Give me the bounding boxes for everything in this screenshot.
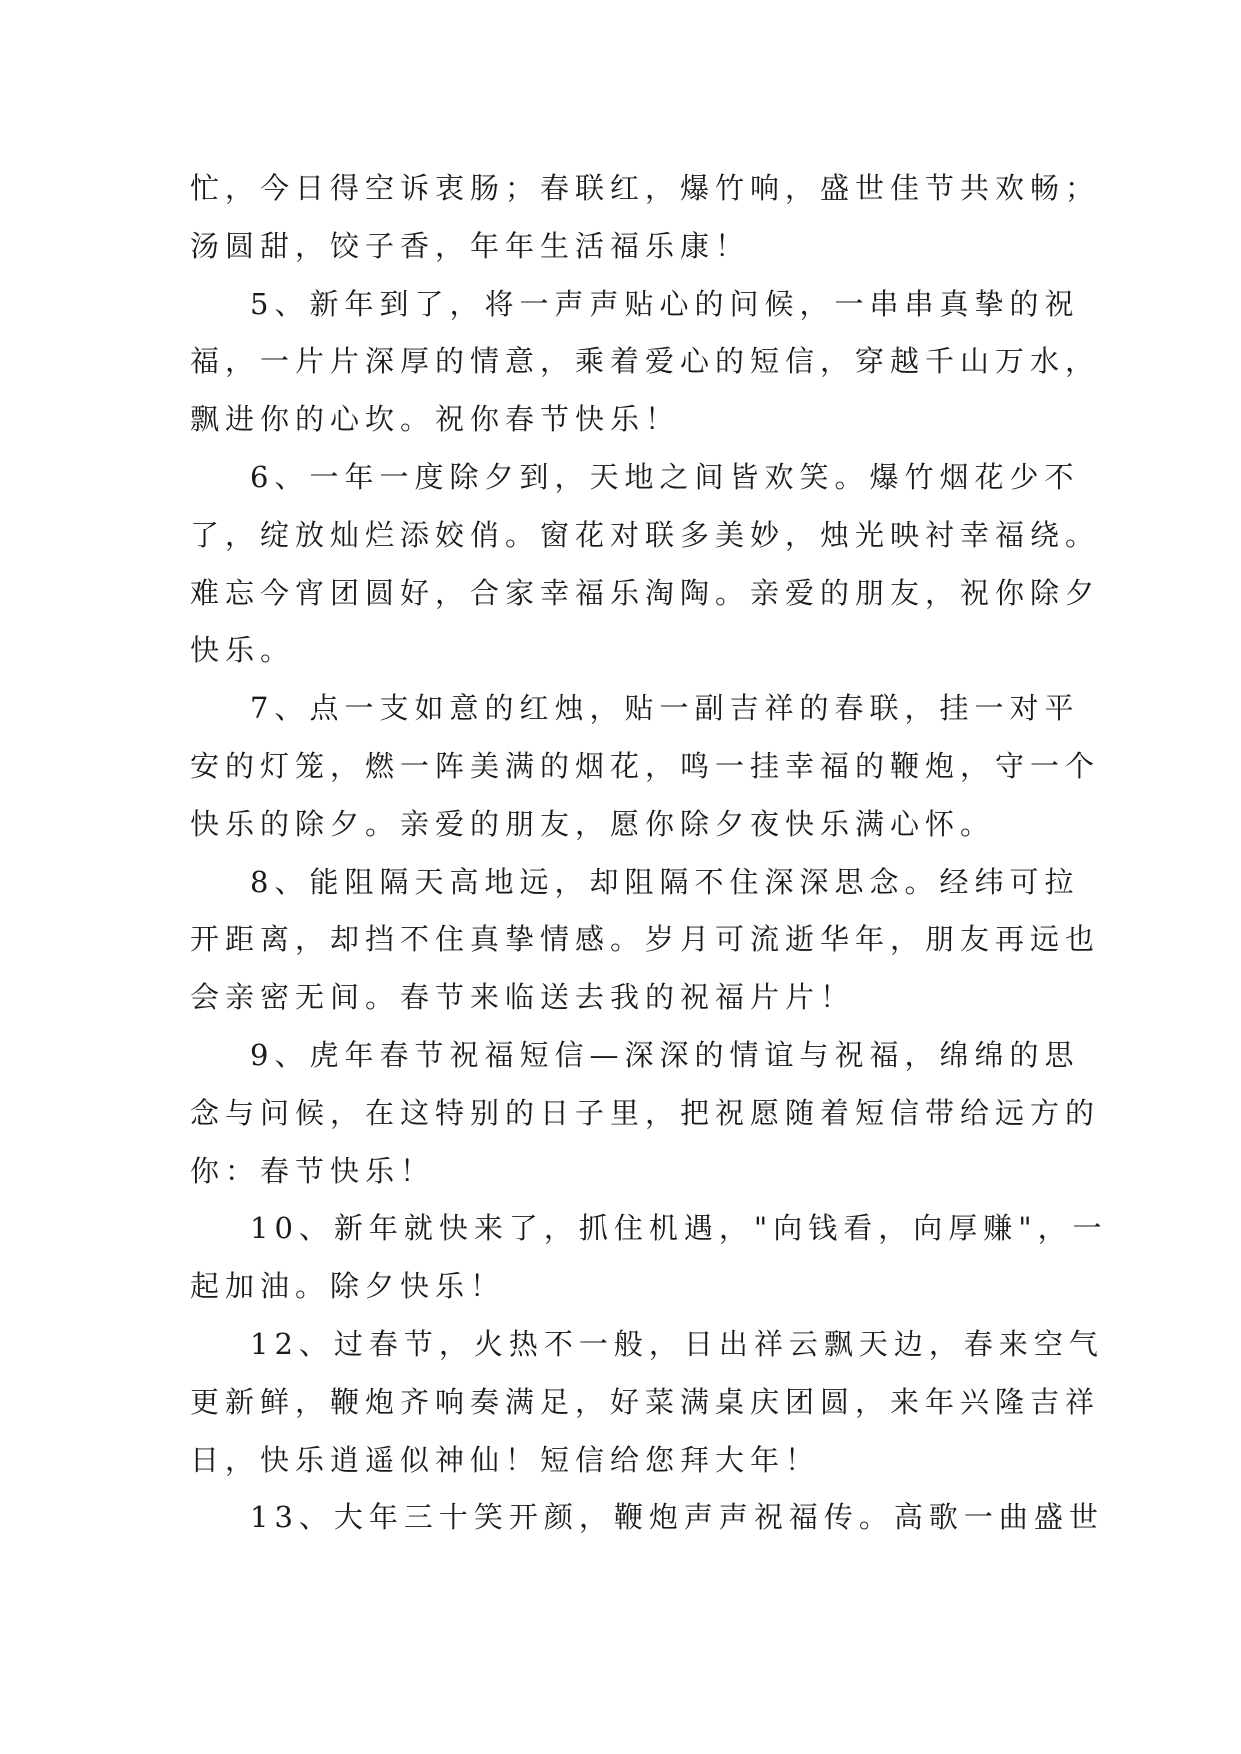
text-line: 念与问候，在这特别的日子里，把祝愿随着短信带给远方的 (190, 1095, 1101, 1130)
text-line-paragraph-start: 12、过春节，火热不一般，日出祥云飘天边，春来空气 (250, 1326, 1104, 1361)
text-line: 汤圆甜，饺子香，年年生活福乐康！ (190, 228, 751, 263)
text-line-paragraph-start: 5、新年到了，将一声声贴心的问候，一串串真挚的祝 (250, 286, 1080, 321)
text-line: 安的灯笼，燃一阵美满的烟花，鸣一挂幸福的鞭炮，守一个 (190, 748, 1101, 783)
text-line: 更新鲜，鞭炮齐响奏满足，好菜满桌庆团圆，来年兴隆吉祥 (190, 1384, 1101, 1419)
text-line-paragraph-start: 13、大年三十笑开颜，鞭炮声声祝福传。高歌一曲盛世 (250, 1500, 1104, 1535)
text-line: 你：春节快乐！ (190, 1153, 436, 1188)
text-line: 福，一片片深厚的情意，乘着爱心的短信，穿越千山万水， (190, 344, 1101, 379)
text-line-paragraph-start: 10、新年就快来了，抓住机遇，"向钱看，向厚赚"，一 (250, 1211, 1108, 1246)
document-body (190, 160, 1108, 1547)
text-line: 快乐的除夕。亲爱的朋友，愿你除夕夜快乐满心怀。 (190, 806, 996, 841)
text-line: 日，快乐逍遥似神仙！短信给您拜大年！ (190, 1442, 821, 1477)
text-line: 起加油。除夕快乐！ (190, 1269, 506, 1304)
text-line-paragraph-start: 9、虎年春节祝福短信—深深的情谊与祝福，绵绵的思 (250, 1037, 1080, 1072)
text-line: 飘进你的心坎。祝你春节快乐！ (190, 402, 681, 437)
text-line: 会亲密无间。春节来临送去我的祝福片片！ (190, 980, 856, 1015)
text-line-paragraph-start: 6、一年一度除夕到，天地之间皆欢笑。爆竹烟花少不 (250, 459, 1080, 494)
text-line: 难忘今宵团圆好，合家幸福乐淘陶。亲爱的朋友，祝你除夕 (190, 575, 1101, 610)
text-line: 开距离，却挡不住真挚情感。岁月可流逝华年，朋友再远也 (190, 922, 1101, 957)
text-line-paragraph-start: 7、点一支如意的红烛，贴一副吉祥的春联，挂一对平 (250, 691, 1080, 726)
text-line: 快乐。 (190, 633, 296, 668)
text-line: 忙，今日得空诉衷肠；春联红，爆竹响，盛世佳节共欢畅； (190, 171, 1101, 205)
text-line: 了，绽放灿烂添姣俏。窗花对联多美妙，烛光映衬幸福绕。 (190, 517, 1101, 552)
text-line-paragraph-start: 8、能阻隔天高地远，却阻隔不住深深思念。经纬可拉 (250, 864, 1080, 899)
